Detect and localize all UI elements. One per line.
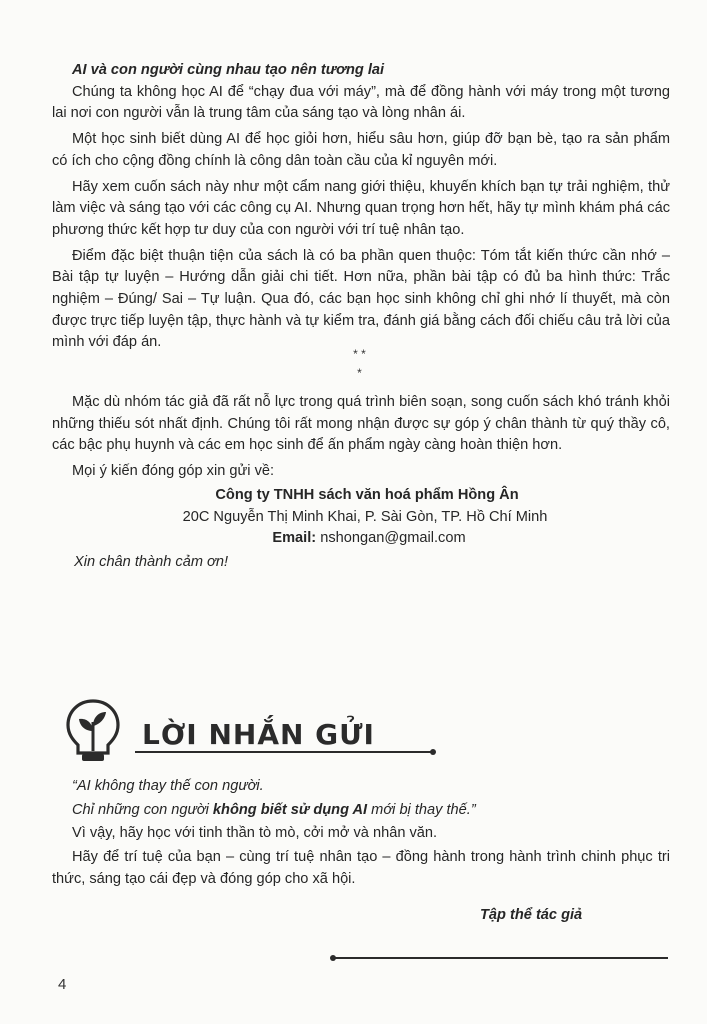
- feedback-send-to: Mọi ý kiến đóng góp xin gửi về:: [72, 463, 275, 480]
- page-number: 4: [58, 976, 67, 993]
- separator-stars-top: * *: [353, 347, 366, 361]
- feedback-paragraph: Mặc dù nhóm tác giả đã rất nỗ lực trong quá trình biên soạn, song cuốn sách khó tránh khỏi những thiếu sót nhất định. Chúng tôi rất mong nhận được sự góp ý chân thành từ quý thầy cô, các bậc phụ huynh và các em học sinh để ấn phẩm ngày càng hoàn thiện hơn.: [52, 394, 670, 454]
- company-email: [52, 528, 670, 550]
- intro-paragraph-1: Chúng ta không học AI để “chạy đua với máy”, mà để đồng hành với máy trong một tương lai nơi con người vẫn là trung tâm của sáng tạo và lòng nhân ái.: [52, 83, 670, 122]
- intro-section: [52, 60, 670, 354]
- lightbulb-plant-icon: [60, 695, 126, 763]
- quote-line-2-bold: không biết sử dụng AI: [212, 801, 368, 818]
- quote-line-2-end: mới bị thay thế.”: [367, 801, 476, 818]
- title-underline-dot: [430, 749, 436, 755]
- company-name: Công ty TNHH sách văn hoá phẩm Hồng Ân: [215, 486, 519, 503]
- company-address: 20C Nguyễn Thị Minh Khai, P. Sài Gòn, TP. Hồ Chí Minh: [182, 508, 548, 525]
- intro-heading: AI và con người cùng nhau tạo nên tương lai: [72, 62, 385, 78]
- quote-line-2: [52, 800, 670, 822]
- quote-line-1: [52, 776, 670, 798]
- footer-rule: [334, 957, 668, 959]
- intro-paragraph-4: Điểm đặc biệt thuận tiện của sách là có ba phần quen thuộc: Tóm tắt kiến thức cần nhớ – Bài tập tự luyện – Hướng dẫn giải chi tiết. Hơn nữa, phần bài tập có đủ ba hình thức: Trắc nghiệm – Đúng/ Sai – Tự luận. Qua đó, các bạn học sinh không chỉ ghi nhớ lí thuyết, mà còn được trực tiếp luyện tập, thực hành và tự kiểm tra, đánh giá bằng cách đối chiếu câu trả lời của mình với đáp án.: [52, 247, 670, 351]
- intro-paragraph-3: Hãy xem cuốn sách này như một cẩm nang giới thiệu, khuyến khích bạn tự trải nghiệm, thử làm việc và sáng tạo với các công cụ AI. Nhưng quan trọng hơn hết, hãy tự mình khám phá các phương thức kết hợp tư duy của con người với trí tuệ nhân tạo.: [52, 178, 670, 238]
- message-section-header: [60, 695, 440, 765]
- feedback-section: [52, 392, 670, 574]
- quote-line-2-start: Chỉ những con người: [72, 801, 213, 818]
- message-line-3: Vì vậy, hãy học với tinh thần tò mò, cởi mở và nhân văn.: [72, 825, 438, 842]
- signature: Tập thể tác giả: [480, 907, 583, 923]
- separator-stars-bottom: *: [357, 366, 362, 380]
- email-address[interactable]: nshongan@gmail.com: [320, 530, 466, 547]
- title-underline: [135, 751, 432, 753]
- thanks-text: Xin chân thành cảm ơn!: [74, 553, 229, 570]
- message-line-4: Hãy để trí tuệ của bạn – cùng trí tuệ nhân tạo – đồng hành trong hành trình chinh phục tri thức, sáng tạo cái đẹp và đóng góp cho xã hội.: [52, 849, 670, 887]
- quote-line-1-text: “AI không thay thế con người.: [72, 778, 264, 794]
- intro-paragraph-2: Một học sinh biết dùng AI để học giỏi hơn, hiểu sâu hơn, giúp đỡ bạn bè, tạo ra sản phẩm có ích cho cộng đồng chính là công dân toàn cầu của kỉ nguyên mới.: [52, 131, 670, 169]
- message-title: LỜI NHẮN GỬI: [142, 718, 375, 751]
- email-label: Email:: [272, 530, 317, 547]
- message-section: [52, 776, 670, 891]
